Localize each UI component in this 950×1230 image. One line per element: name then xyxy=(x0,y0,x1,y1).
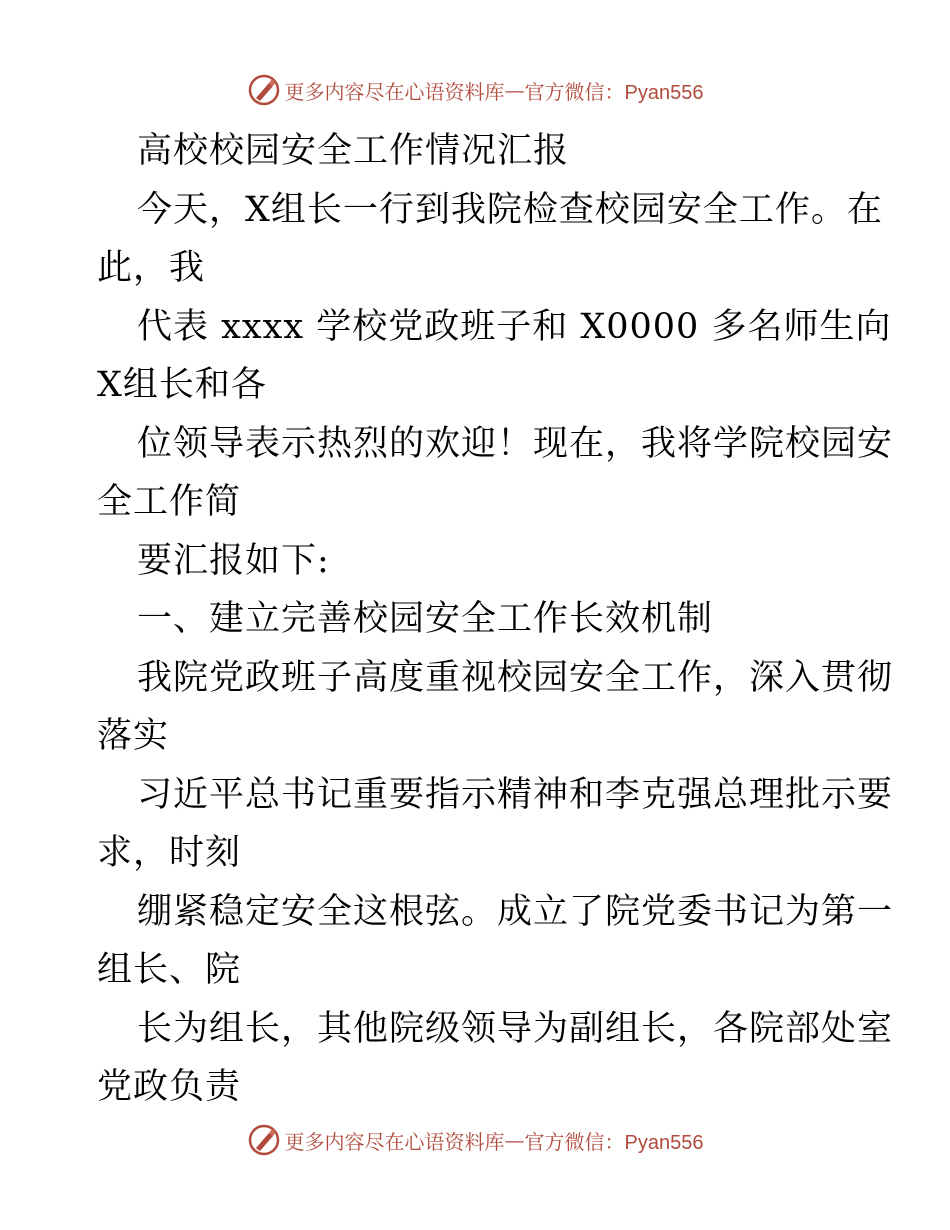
watermark-dash: — xyxy=(504,1128,525,1152)
document-line: 位领导表示热烈的欢迎！现在，我将学院校园安 xyxy=(137,423,894,464)
document-line: 组长、院 xyxy=(97,950,242,990)
document-line: 我院党政班子高度重视校园安全工作，深入贯彻 xyxy=(137,657,894,698)
document-line: 长为组长，其他院级领导为副组长，各院部处室 xyxy=(137,1008,894,1049)
document-line: 今天，X组长一行到我院检查校园安全工作。在 xyxy=(137,189,883,230)
document-line: 此，我 xyxy=(97,248,206,288)
document-line: 高校校园安全工作情况汇报 xyxy=(137,131,570,171)
pen-logo-icon xyxy=(247,73,281,107)
document-line: 一、建立完善校园安全工作长效机制 xyxy=(137,599,714,639)
watermark-dash: — xyxy=(504,78,525,102)
document-line: X组长和各 xyxy=(97,365,267,405)
document-line: 代表 xxxx 学校党政班子和 X0000 多名师生向 xyxy=(137,306,892,347)
pen-logo-icon xyxy=(247,1123,281,1157)
watermark-wechat: 官方微信：Pyan556 xyxy=(524,81,704,104)
watermark-banner-bottom xyxy=(0,1120,950,1160)
watermark-text: 更多内容尽在心语资料库 xyxy=(284,1129,505,1154)
watermark-banner-top xyxy=(0,70,950,110)
document-line: 党政负责 xyxy=(97,1067,242,1107)
document-line: 全工作简 xyxy=(97,482,242,522)
document-line: 绷紧稳定安全这根弦。成立了院党委书记为第一 xyxy=(137,891,894,932)
document-line: 落实 xyxy=(97,716,170,756)
document-body xyxy=(97,122,894,1117)
document-line: 习近平总书记重要指示精神和李克强总理批示要 xyxy=(137,774,894,815)
document-line: 要汇报如下: xyxy=(137,540,330,581)
watermark-text: 更多内容尽在心语资料库 xyxy=(284,79,505,104)
document-line: 求，时刻 xyxy=(97,833,242,873)
watermark-wechat: 官方微信：Pyan556 xyxy=(524,1131,704,1154)
